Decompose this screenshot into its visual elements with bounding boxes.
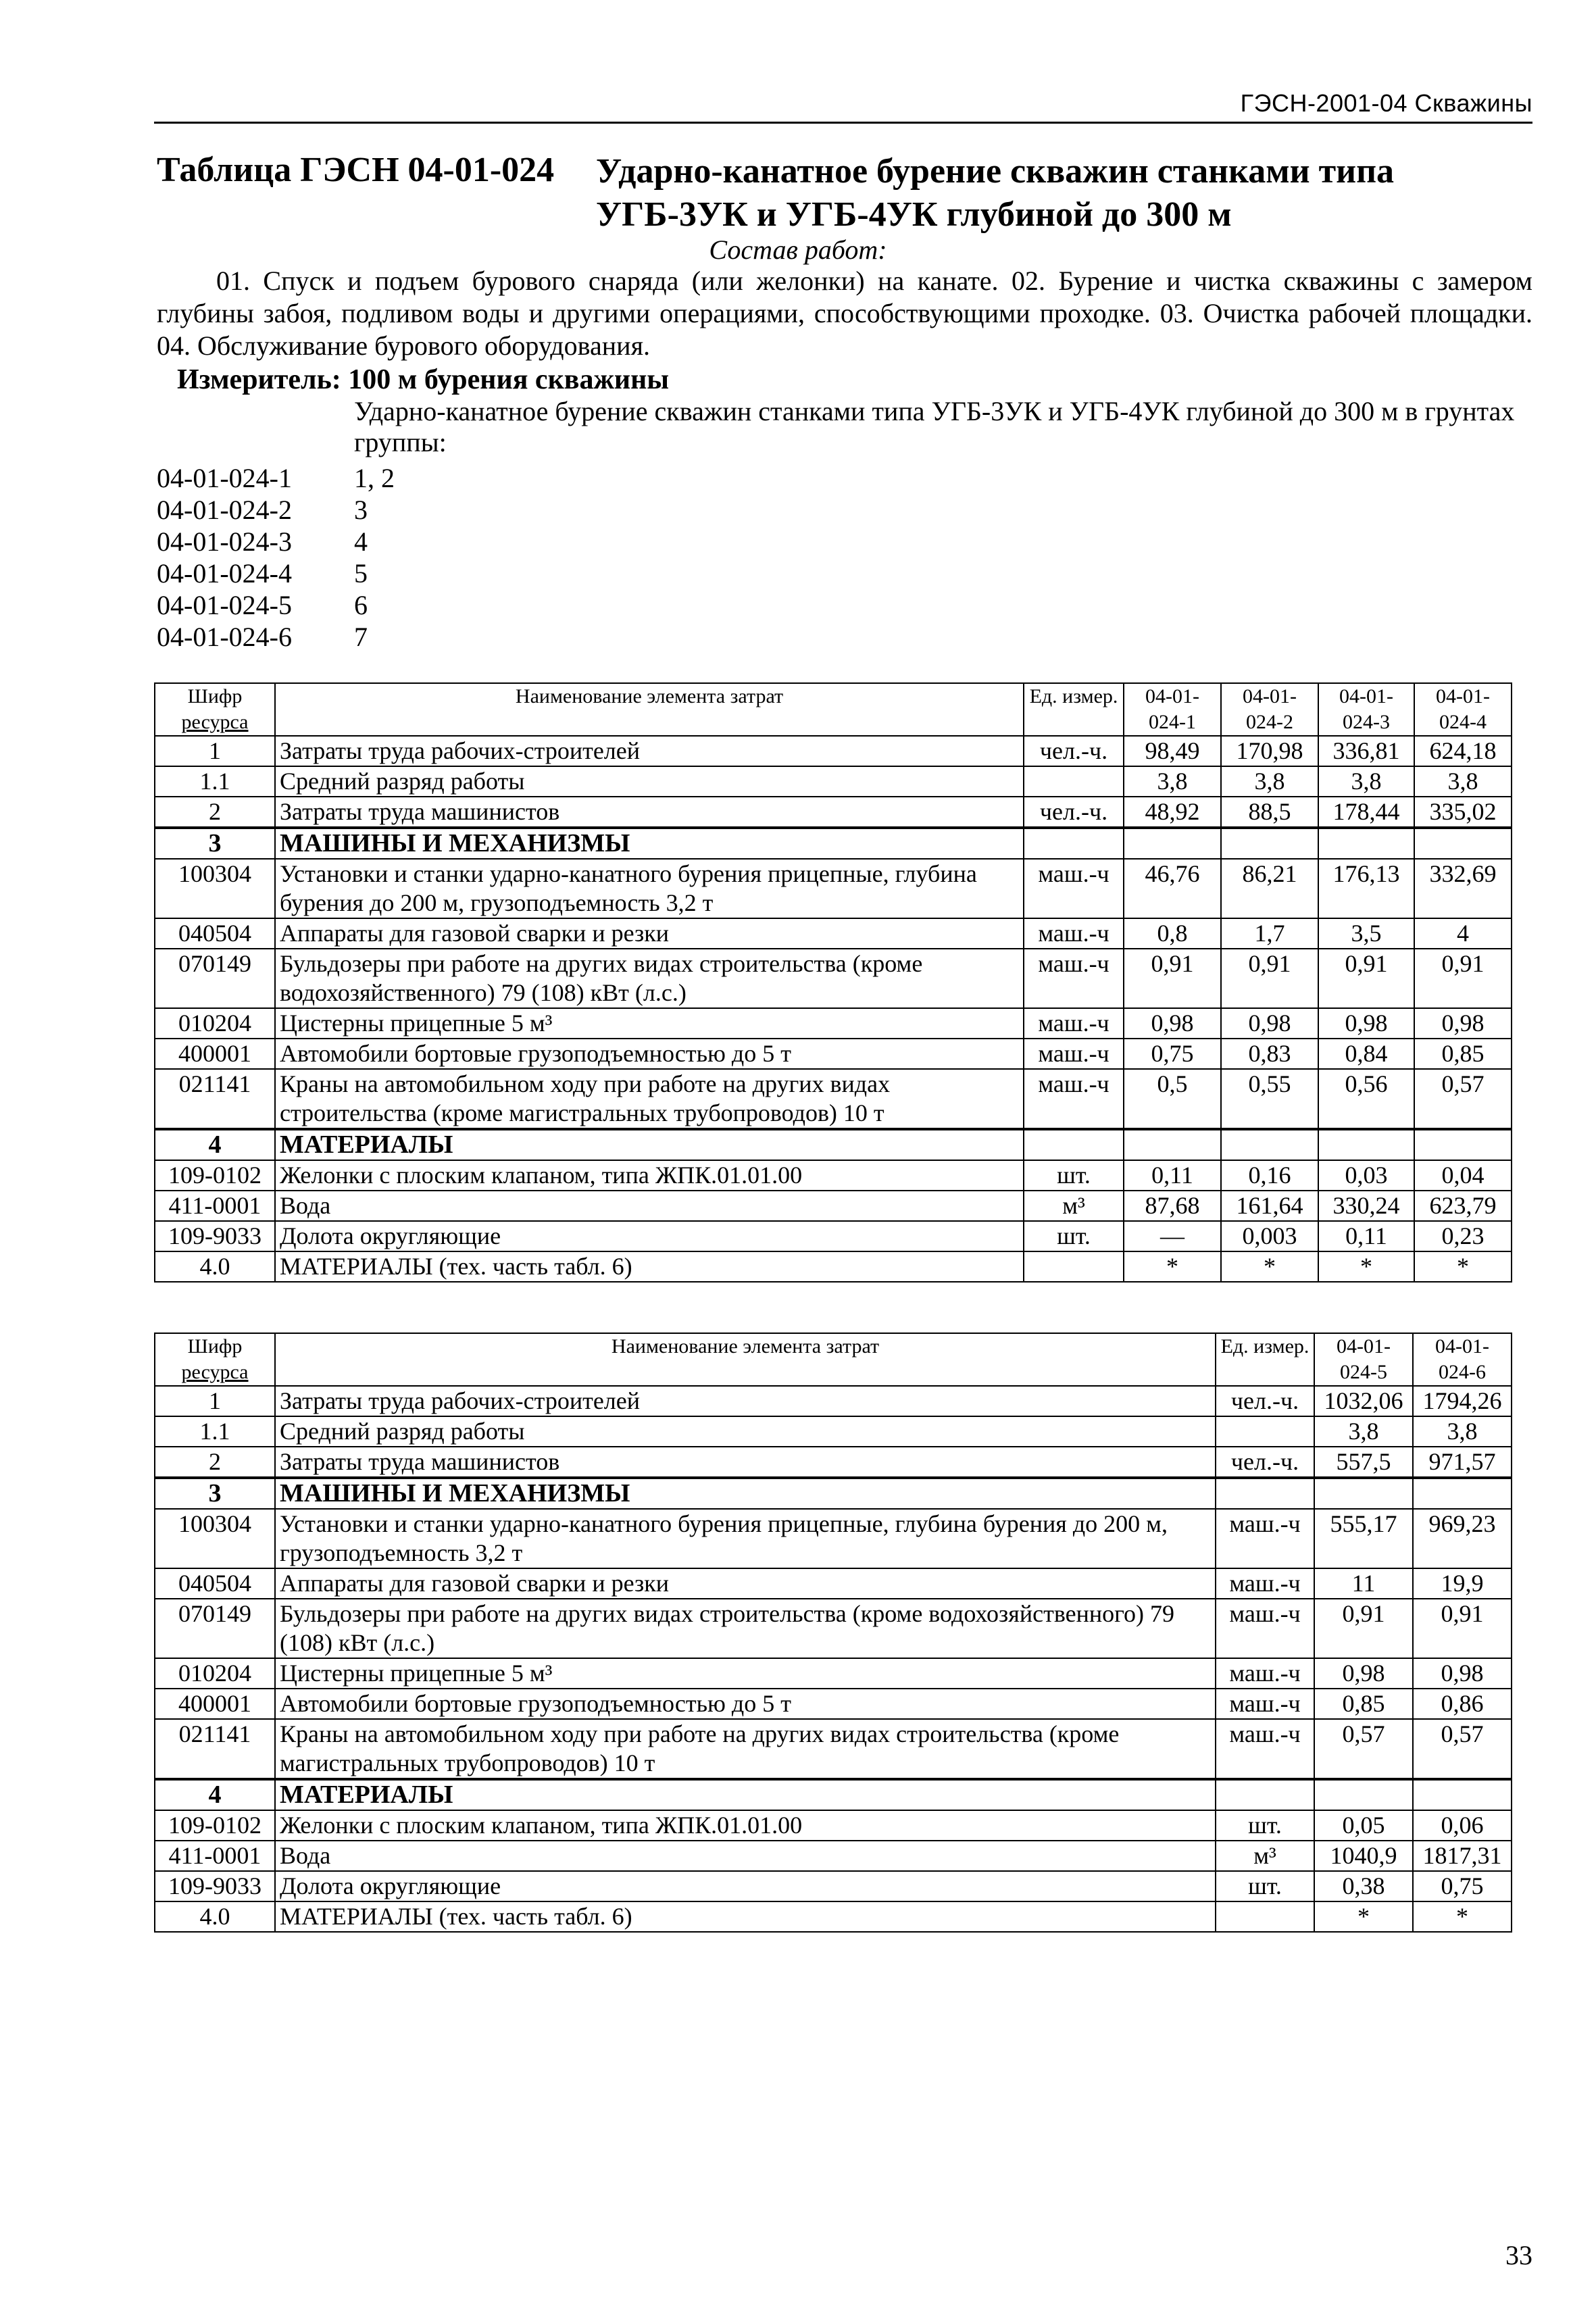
resource-code: 070149: [155, 1599, 275, 1658]
composition-heading: Состав работ:: [709, 234, 887, 265]
table-row: [155, 1008, 1512, 1039]
cost-element-name: Затраты труда машинистов: [275, 1447, 1216, 1478]
value-cell: 3,8: [1414, 766, 1512, 797]
table-row: [155, 766, 1512, 797]
table-body: [155, 736, 1512, 1282]
cost-element-name: Затраты труда машинистов: [275, 797, 1024, 828]
group: 7: [354, 622, 368, 652]
resource-code: 100304: [155, 859, 275, 918]
value-cell: 0,23: [1414, 1221, 1512, 1251]
value-cell: 0,57: [1314, 1719, 1413, 1779]
unit: чел.-ч.: [1024, 797, 1124, 828]
unit: маш.-ч: [1024, 1008, 1124, 1039]
resource-code: 3: [155, 1478, 275, 1509]
unit: [1024, 766, 1124, 797]
header-col: [1314, 1333, 1413, 1386]
cost-element-name: МАТЕРИАЛЫ (тех. часть табл. 6): [275, 1901, 1216, 1932]
value-cell: —: [1124, 1221, 1221, 1251]
code: 04-01-024-6: [157, 622, 292, 652]
resource-code: 4.0: [155, 1901, 275, 1932]
unit: маш.-ч: [1024, 1039, 1124, 1069]
unit: шт.: [1024, 1160, 1124, 1191]
header-code-line2: ресурса: [181, 711, 249, 733]
cost-element-name: МАШИНЫ И МЕХАНИЗМЫ: [275, 828, 1024, 859]
cost-element-name: Желонки с плоским клапаном, типа ЖПК.01.01.00: [275, 1810, 1216, 1841]
header-code-line1: Шифр: [187, 685, 243, 707]
header-code-line1: Шифр: [187, 1335, 243, 1358]
value-cell: 0,91: [1221, 949, 1318, 1008]
table-row: [155, 1599, 1512, 1658]
header-unit: Ед. измер.: [1216, 1333, 1314, 1386]
value-cell: 0,98: [1314, 1658, 1413, 1689]
code-list-item: [157, 462, 395, 494]
table-row: [155, 1719, 1512, 1779]
header-col-l2: 024-4: [1439, 711, 1487, 733]
composition-text: 01. Спуск и подъем бурового снаряда (или желонки) на канате. 02. Бурение и чистка скважины с замером глубины забоя, подливом воды и другими операциями, способствующими проходке. 03. Очистка рабочей площадки. 04. Обслуживание бурового оборудования.: [157, 266, 1532, 361]
value-cell: 98,49: [1124, 736, 1221, 766]
value-cell: 557,5: [1314, 1447, 1413, 1478]
value-cell: 1794,26: [1413, 1386, 1512, 1416]
value-cell: 3,8: [1318, 766, 1414, 797]
unit: шт.: [1216, 1810, 1314, 1841]
table-row: [155, 859, 1512, 918]
cost-element-name: Установки и станки ударно-канатного бурения прицепные, глубина бурения до 200 м, грузоподъемность 3,2 т: [275, 859, 1024, 918]
value-cell: [1414, 1129, 1512, 1160]
resource-table-2: [154, 1333, 1512, 1933]
value-cell: 1817,31: [1413, 1841, 1512, 1871]
cost-element-name: МАТЕРИАЛЫ: [275, 1779, 1216, 1810]
table-row: [155, 1386, 1512, 1416]
header-code: [155, 683, 275, 736]
header-col: [1124, 683, 1221, 736]
table-body: [155, 1386, 1512, 1932]
header-col-l1: 04-01-: [1337, 1335, 1391, 1358]
value-cell: 3,5: [1318, 918, 1414, 949]
value-cell: 623,79: [1414, 1191, 1512, 1221]
value-cell: [1314, 1779, 1413, 1810]
unit: шт.: [1216, 1871, 1314, 1901]
unit: чел.-ч.: [1216, 1447, 1314, 1478]
value-cell: 0,75: [1413, 1871, 1512, 1901]
resource-code: 109-0102: [155, 1810, 275, 1841]
value-cell: 332,69: [1414, 859, 1512, 918]
value-cell: 0,06: [1413, 1810, 1512, 1841]
value-cell: 1032,06: [1314, 1386, 1413, 1416]
header-col-l2: 024-6: [1439, 1361, 1486, 1383]
value-cell: 1,7: [1221, 918, 1318, 949]
cost-element-name: Желонки с плоским клапаном, типа ЖПК.01.01.00: [275, 1160, 1024, 1191]
value-cell: 0,98: [1221, 1008, 1318, 1039]
header-col-l1: 04-01-: [1436, 685, 1490, 707]
value-cell: *: [1124, 1251, 1221, 1282]
cost-element-name: Вода: [275, 1841, 1216, 1871]
resource-code: 109-0102: [155, 1160, 275, 1191]
value-cell: 0,003: [1221, 1221, 1318, 1251]
cost-element-name: Краны на автомобильном ходу при работе на других видах строительства (кроме магистральных трубопроводов) 10 т: [275, 1719, 1216, 1779]
unit: маш.-ч: [1216, 1599, 1314, 1658]
table-row: [155, 1416, 1512, 1447]
value-cell: 0,83: [1221, 1039, 1318, 1069]
value-cell: [1413, 1478, 1512, 1509]
header-col-l1: 04-01-: [1435, 1335, 1489, 1358]
value-cell: 86,21: [1221, 859, 1318, 918]
unit: [1024, 1251, 1124, 1282]
table-row: [155, 1191, 1512, 1221]
header-rule: [154, 122, 1532, 124]
value-cell: [1221, 1129, 1318, 1160]
unit: м³: [1216, 1841, 1314, 1871]
value-cell: 555,17: [1314, 1509, 1413, 1568]
table-row: [155, 1069, 1512, 1129]
header-col-l2: 024-5: [1340, 1361, 1387, 1383]
unit: чел.-ч.: [1024, 736, 1124, 766]
value-cell: [1413, 1779, 1512, 1810]
table-row: [155, 1129, 1512, 1160]
table-row: [155, 1871, 1512, 1901]
value-cell: 0,11: [1124, 1160, 1221, 1191]
resource-code: 010204: [155, 1658, 275, 1689]
running-title: ГЭСН-2001-04 Скважины: [1240, 89, 1532, 117]
cost-element-name: Аппараты для газовой сварки и резки: [275, 1568, 1216, 1599]
table-row: [155, 1478, 1512, 1509]
resource-code: 1.1: [155, 1416, 275, 1447]
value-cell: 0,57: [1414, 1069, 1512, 1129]
value-cell: 3,8: [1221, 766, 1318, 797]
resource-code: 4: [155, 1129, 275, 1160]
cost-element-name: Аппараты для газовой сварки и резки: [275, 918, 1024, 949]
resource-code: 1: [155, 736, 275, 766]
cost-element-name: МАТЕРИАЛЫ (тех. часть табл. 6): [275, 1251, 1024, 1282]
value-cell: 161,64: [1221, 1191, 1318, 1221]
table-header-row: [155, 683, 1512, 736]
value-cell: 178,44: [1318, 797, 1414, 828]
value-cell: 19,9: [1413, 1568, 1512, 1599]
value-cell: 48,92: [1124, 797, 1221, 828]
value-cell: 0,91: [1124, 949, 1221, 1008]
header-col: [1414, 683, 1512, 736]
value-cell: 4: [1414, 918, 1512, 949]
value-cell: 3,8: [1314, 1416, 1413, 1447]
value-cell: 170,98: [1221, 736, 1318, 766]
code: 04-01-024-2: [157, 495, 292, 525]
resource-code: 2: [155, 797, 275, 828]
resource-code: 1: [155, 1386, 275, 1416]
value-cell: 0,84: [1318, 1039, 1414, 1069]
value-cell: 0,04: [1414, 1160, 1512, 1191]
value-cell: 0,16: [1221, 1160, 1318, 1191]
page-number: 33: [1505, 2240, 1532, 2270]
value-cell: 0,05: [1314, 1810, 1413, 1841]
code-list-item: [157, 494, 395, 526]
table-row: [155, 1689, 1512, 1719]
value-cell: 0,91: [1318, 949, 1414, 1008]
value-cell: [1414, 828, 1512, 859]
value-cell: 3,8: [1413, 1416, 1512, 1447]
value-cell: 0,55: [1221, 1069, 1318, 1129]
value-cell: 0,03: [1318, 1160, 1414, 1191]
resource-table-1: [154, 682, 1512, 1283]
value-cell: 0,86: [1413, 1689, 1512, 1719]
value-cell: [1318, 1129, 1414, 1160]
resource-code: 411-0001: [155, 1191, 275, 1221]
header-col-l1: 04-01-: [1243, 685, 1297, 707]
header-col-l1: 04-01-: [1145, 685, 1199, 707]
header-col-l1: 04-01-: [1339, 685, 1393, 707]
table-row: [155, 1251, 1512, 1282]
value-cell: *: [1221, 1251, 1318, 1282]
group: 4: [354, 526, 368, 557]
value-cell: 88,5: [1221, 797, 1318, 828]
value-cell: 335,02: [1414, 797, 1512, 828]
header-col-l2: 024-2: [1246, 711, 1293, 733]
table-label: Таблица ГЭСН 04-01-024: [157, 151, 555, 189]
value-cell: 0,85: [1314, 1689, 1413, 1719]
cost-element-name: Вода: [275, 1191, 1024, 1221]
unit: чел.-ч.: [1216, 1386, 1314, 1416]
table-row: [155, 918, 1512, 949]
header-col: [1413, 1333, 1512, 1386]
code-list-item: [157, 589, 395, 621]
unit: [1216, 1901, 1314, 1932]
resource-code: 040504: [155, 1568, 275, 1599]
code-list-item: [157, 557, 395, 589]
value-cell: 0,98: [1413, 1658, 1512, 1689]
header-col: [1221, 683, 1318, 736]
unit: [1216, 1478, 1314, 1509]
header-col-l2: 024-1: [1149, 711, 1196, 733]
condition-text: Ударно-канатное бурение скважин станками типа УГБ-3УК и УГБ-4УК глубиной до 300 м в грунтах группы:: [354, 396, 1515, 457]
value-cell: [1314, 1478, 1413, 1509]
value-cell: 0,85: [1414, 1039, 1512, 1069]
cost-element-name: Бульдозеры при работе на других видах строительства (кроме водохозяйственного) 79 (108) кВт (л.с.): [275, 949, 1024, 1008]
value-cell: 0,57: [1413, 1719, 1512, 1779]
value-cell: 0,91: [1314, 1599, 1413, 1658]
cost-element-name: МАТЕРИАЛЫ: [275, 1129, 1024, 1160]
cost-element-name: МАШИНЫ И МЕХАНИЗМЫ: [275, 1478, 1216, 1509]
value-cell: *: [1413, 1901, 1512, 1932]
header-col-l2: 024-3: [1343, 711, 1390, 733]
header-unit: Ед. измер.: [1024, 683, 1124, 736]
table-row: [155, 828, 1512, 859]
resource-code: 400001: [155, 1039, 275, 1069]
header-code-line2: ресурса: [181, 1361, 249, 1383]
resource-code: 4: [155, 1779, 275, 1810]
table-row: [155, 1779, 1512, 1810]
value-cell: 0,91: [1413, 1599, 1512, 1658]
resource-code: 109-9033: [155, 1871, 275, 1901]
table-name: Ударно-канатное бурение скважин станками типа УГБ-3УК и УГБ-4УК глубиной до 300 м: [596, 152, 1395, 234]
value-cell: *: [1318, 1251, 1414, 1282]
value-cell: 336,81: [1318, 736, 1414, 766]
value-cell: [1124, 828, 1221, 859]
resource-code: 2: [155, 1447, 275, 1478]
header-code: [155, 1333, 275, 1386]
header-name: Наименование элемента затрат: [275, 1333, 1216, 1386]
value-cell: *: [1314, 1901, 1413, 1932]
resource-code: 1.1: [155, 766, 275, 797]
value-cell: 87,68: [1124, 1191, 1221, 1221]
resource-code: 411-0001: [155, 1841, 275, 1871]
value-cell: 0,56: [1318, 1069, 1414, 1129]
table-row: [155, 1221, 1512, 1251]
code: 04-01-024-3: [157, 526, 292, 557]
value-cell: 0,11: [1318, 1221, 1414, 1251]
group: 1, 2: [354, 463, 395, 493]
resource-code: 040504: [155, 918, 275, 949]
value-cell: 330,24: [1318, 1191, 1414, 1221]
unit: маш.-ч: [1024, 859, 1124, 918]
value-cell: 0,5: [1124, 1069, 1221, 1129]
resource-code: 021141: [155, 1069, 275, 1129]
unit: маш.-ч: [1216, 1509, 1314, 1568]
unit: [1024, 1129, 1124, 1160]
table-row: [155, 1509, 1512, 1568]
unit: маш.-ч: [1216, 1568, 1314, 1599]
resource-code: 400001: [155, 1689, 275, 1719]
table-row: [155, 1810, 1512, 1841]
unit: [1024, 828, 1124, 859]
value-cell: 0,98: [1318, 1008, 1414, 1039]
value-cell: *: [1414, 1251, 1512, 1282]
unit: маш.-ч: [1216, 1658, 1314, 1689]
resource-code: 021141: [155, 1719, 275, 1779]
value-cell: 1040,9: [1314, 1841, 1413, 1871]
code: 04-01-024-4: [157, 558, 292, 589]
resource-code: 109-9033: [155, 1221, 275, 1251]
value-cell: 0,75: [1124, 1039, 1221, 1069]
table-row: [155, 797, 1512, 828]
cost-element-name: Средний разряд работы: [275, 1416, 1216, 1447]
table-header-row: [155, 1333, 1512, 1386]
code-list-item: [157, 526, 395, 557]
group: 6: [354, 590, 368, 620]
table-row: [155, 1841, 1512, 1871]
unit: маш.-ч: [1216, 1719, 1314, 1779]
code: 04-01-024-1: [157, 463, 292, 493]
header-name: Наименование элемента затрат: [275, 683, 1024, 736]
code-list-item: [157, 621, 395, 653]
cost-element-name: Автомобили бортовые грузоподъемностью до 5 т: [275, 1689, 1216, 1719]
table-row: [155, 1568, 1512, 1599]
unit: шт.: [1024, 1221, 1124, 1251]
resource-code: 070149: [155, 949, 275, 1008]
value-cell: 971,57: [1413, 1447, 1512, 1478]
table-row: [155, 1901, 1512, 1932]
cost-element-name: Цистерны прицепные 5 м³: [275, 1658, 1216, 1689]
value-cell: 46,76: [1124, 859, 1221, 918]
value-cell: 0,98: [1414, 1008, 1512, 1039]
cost-element-name: Долота округляющие: [275, 1871, 1216, 1901]
value-cell: 0,38: [1314, 1871, 1413, 1901]
value-cell: 11: [1314, 1568, 1413, 1599]
table-row: [155, 949, 1512, 1008]
group: 3: [354, 495, 368, 525]
value-cell: 624,18: [1414, 736, 1512, 766]
unit: [1216, 1779, 1314, 1810]
value-cell: 0,8: [1124, 918, 1221, 949]
code-list: [157, 462, 395, 653]
cost-element-name: Установки и станки ударно-канатного бурения прицепные, глубина бурения до 200 м, грузоподъемность 3,2 т: [275, 1509, 1216, 1568]
table-row: [155, 1039, 1512, 1069]
cost-element-name: Краны на автомобильном ходу при работе на других видах строительства (кроме магистральных трубопроводов) 10 т: [275, 1069, 1024, 1129]
resource-code: 010204: [155, 1008, 275, 1039]
resource-code: 100304: [155, 1509, 275, 1568]
unit: маш.-ч: [1216, 1689, 1314, 1719]
value-cell: [1221, 828, 1318, 859]
value-cell: 3,8: [1124, 766, 1221, 797]
cost-element-name: Долота округляющие: [275, 1221, 1024, 1251]
value-cell: 0,91: [1414, 949, 1512, 1008]
resource-code: 3: [155, 828, 275, 859]
unit: м³: [1024, 1191, 1124, 1221]
value-cell: 969,23: [1413, 1509, 1512, 1568]
value-cell: [1124, 1129, 1221, 1160]
value-cell: 176,13: [1318, 859, 1414, 918]
resource-code: 4.0: [155, 1251, 275, 1282]
cost-element-name: Бульдозеры при работе на других видах строительства (кроме водохозяйственного) 79 (108) кВт (л.с.): [275, 1599, 1216, 1658]
cost-element-name: Затраты труда рабочих-строителей: [275, 736, 1024, 766]
unit: маш.-ч: [1024, 1069, 1124, 1129]
cost-element-name: Цистерны прицепные 5 м³: [275, 1008, 1024, 1039]
table-row: [155, 736, 1512, 766]
table-row: [155, 1447, 1512, 1478]
header-col: [1318, 683, 1414, 736]
value-cell: 0,98: [1124, 1008, 1221, 1039]
table-row: [155, 1658, 1512, 1689]
table-row: [155, 1160, 1512, 1191]
unit: маш.-ч: [1024, 918, 1124, 949]
value-cell: [1318, 828, 1414, 859]
cost-element-name: Затраты труда рабочих-строителей: [275, 1386, 1216, 1416]
unit: маш.-ч: [1024, 949, 1124, 1008]
unit: [1216, 1416, 1314, 1447]
cost-element-name: Средний разряд работы: [275, 766, 1024, 797]
meter: Измеритель: 100 м бурения скважины: [177, 364, 670, 395]
group: 5: [354, 558, 368, 589]
code: 04-01-024-5: [157, 590, 292, 620]
cost-element-name: Автомобили бортовые грузоподъемностью до 5 т: [275, 1039, 1024, 1069]
